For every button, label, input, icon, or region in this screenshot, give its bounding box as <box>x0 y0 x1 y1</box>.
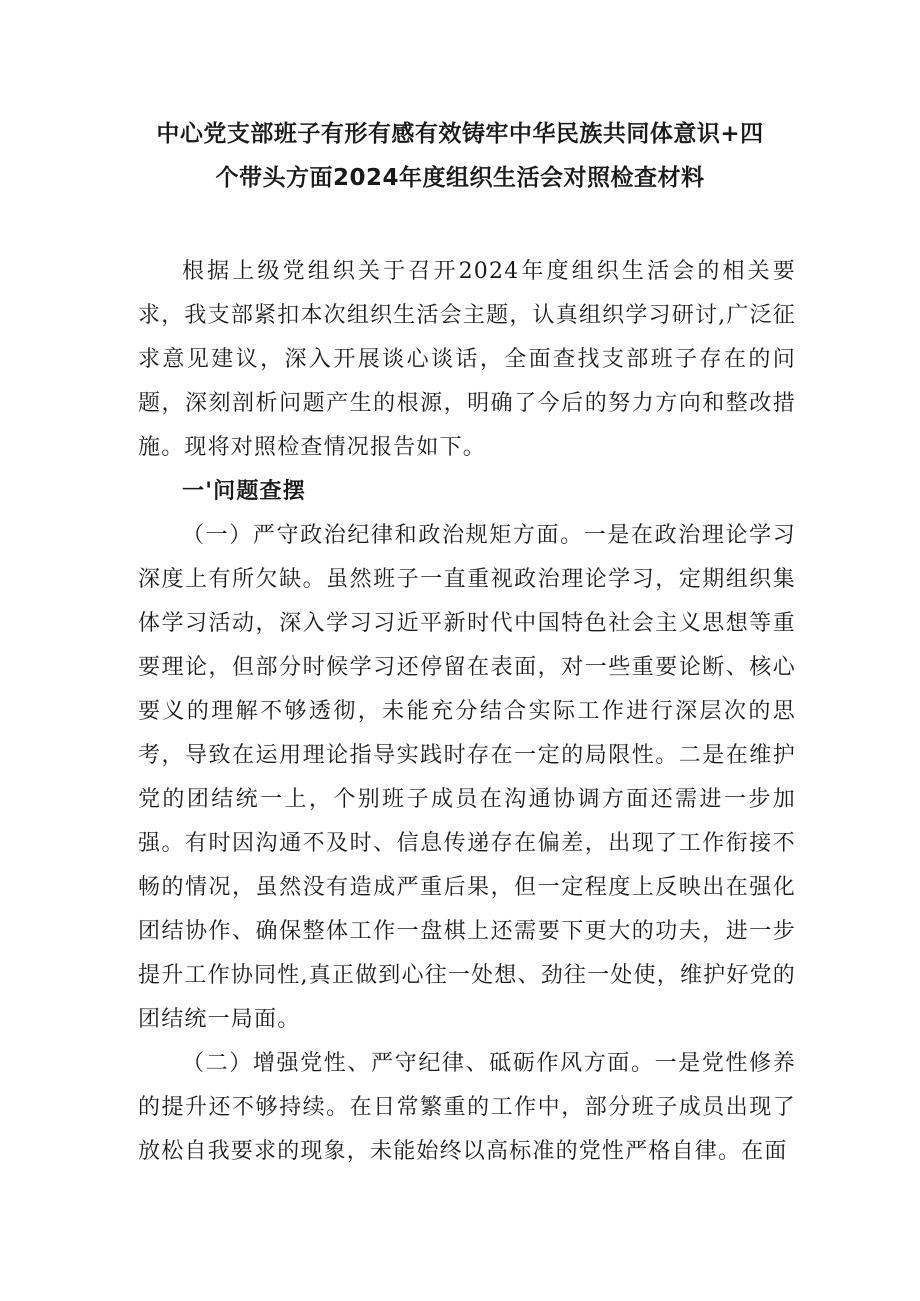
paragraph-party-spirit: （二）增强党性、严守纪律、砥砺作风方面。一是党性修养的提升还不够持续。在日常繁重的工作中，部分班子成员出现了放松自我要求的现象，未能始终以高标准的党性严格自律。在面 <box>138 1051 796 1164</box>
intro-paragraph: 根据上级党组织关于召开2024年度组织生活会的相关要求，我支部紧扣本次组织生活会主题，认真组织学习研讨,广泛征求意见建议，深入开展谈心谈话，全面查找支部班子存在的问题，深刻剖析问题产生的根源，明确了今后的努力方向和整改措施。现将对照检查情况报告如下。 <box>138 259 796 460</box>
title-line-2: 个带头方面2024年度组织生活会对照检查材料 <box>215 165 705 191</box>
section-heading-problems: 一'问题查摆 <box>182 479 306 504</box>
paragraph-political-discipline: （一）严守政治纪律和政治规矩方面。一是在政治理论学习深度上有所欠缺。虽然班子一直重视政治理论学习，定期组织集体学习活动，深入学习习近平新时代中国特色社会主义思想等重要理论，但部分时候学习还停留在表面，对一些重要论断、核心要义的理解不够透彻，未能充分结合实际工作进行深层次的思考，导致在运用理论指导实践时存在一定的局限性。二是在维护党的团结统一上，个别班子成员在沟通协调方面还需进一步加强。有时因沟通不及时、信息传递存在偏差，出现了工作衔接不畅的情况，虽然没有造成严重后果，但一定程度上反映出在强化团结协作、确保整体工作一盘棋上还需要下更大的功夫，进一步提升工作协同性,真正做到心往一处想、劲往一处使，维护好党的团结统一局面。 <box>138 523 796 1032</box>
document-title <box>120 112 800 200</box>
title-line-1: 中心党支部班子有形有感有效铸牢中华民族共同体意识+四 <box>156 121 764 147</box>
document-body <box>138 250 796 1174</box>
